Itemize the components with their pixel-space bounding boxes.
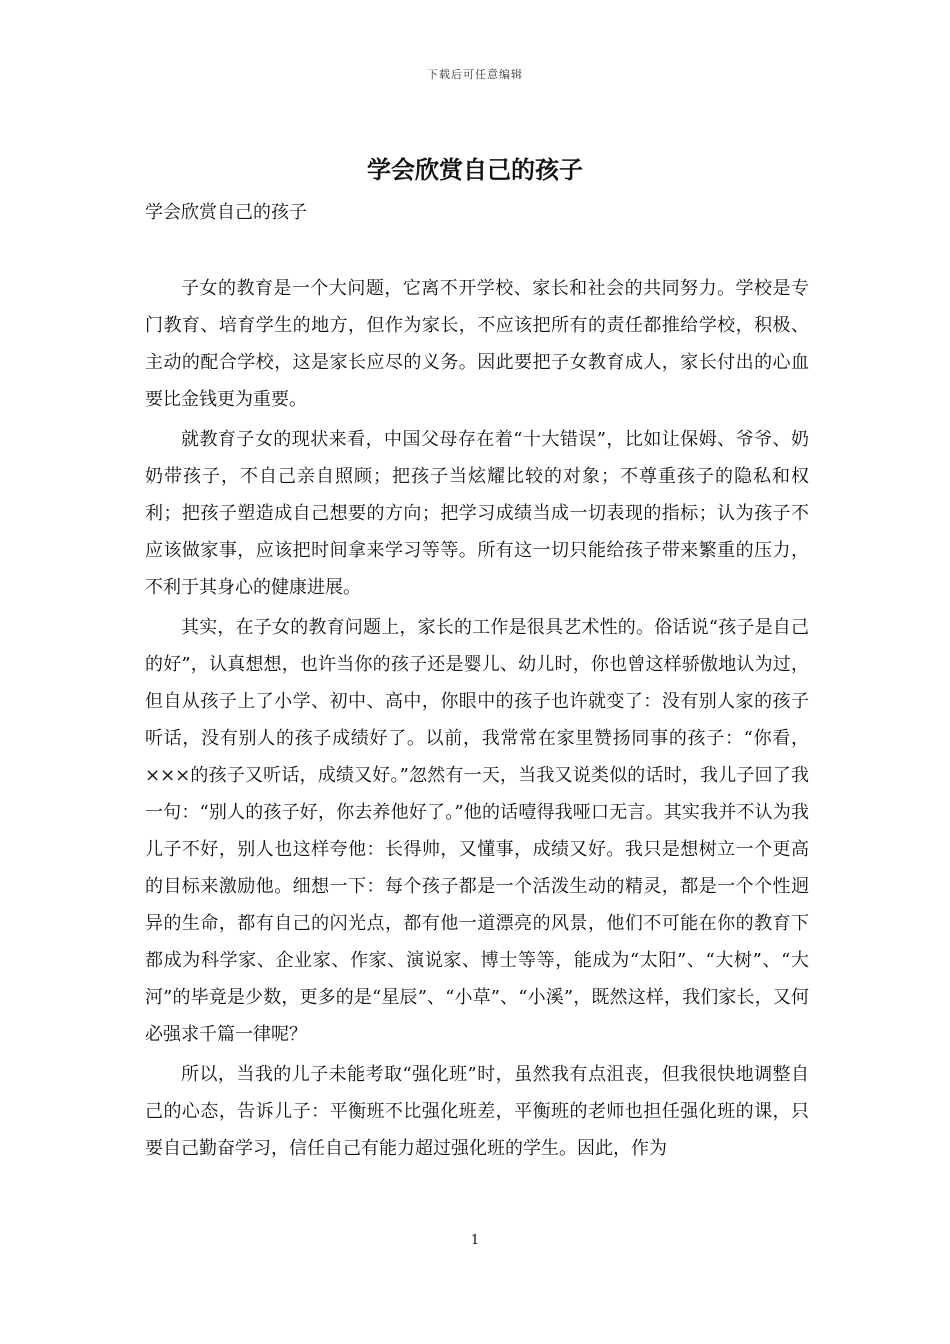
body-paragraph: 就教育子女的现状来看，中国父母存在着“十大错误”，比如让保姆、爷爷、奶奶带孩子，不自己亲自照顾；把孩子当炫耀比较的对象；不尊重孩子的隐私和权利；把孩子塑造成自己想要的方向；把学习成绩当成一切表现的指标；认为孩子不应该做家事，应该把时间拿来学习等等。所有这一切只能给孩子带来繁重的压力，不利于其身心的健康进展。 xyxy=(145,429,809,598)
page-header-note: 下载后可任意编辑 xyxy=(427,68,523,81)
body-paragraph: 子女的教育是一个大问题，它离不开学校、家长和社会的共同努力。学校是专门教育、培育学生的地方，但作为家长，不应该把所有的责任都推给学校，积极、主动的配合学校，这是家长应尽的义务。因此要把子女教育成人，家长付出的心血要比金钱更为重要。 xyxy=(145,278,809,410)
body-paragraph: 所以，当我的儿子未能考取“强化班”时，虽然我有点沮丧，但我很快地调整自己的心态，告诉儿子：平衡班不比强化班差，平衡班的老师也担任强化班的课，只要自己勤奋学习，信任自己有能力超过强化班的学生。因此，作为 xyxy=(145,1064,809,1159)
document-subtitle: 学会欣赏自己的孩子 xyxy=(145,202,307,223)
document-title: 学会欣赏自己的孩子 xyxy=(367,155,583,184)
document-body xyxy=(145,270,809,1170)
page-number: 1 xyxy=(470,1233,480,1248)
body-paragraph: 其实，在子女的教育问题上，家长的工作是很具艺术性的。俗话说“孩子是自己的好”，认真想想，也许当你的孩子还是婴儿、幼儿时，你也曾这样骄傲地认为过，但自从孩子上了小学、初中、高中，你眼中的孩子也许就变了：没有别人家的孩子听话，没有别人的孩子成绩好了。以前，我常常在家里赞扬同事的孩子：“你看，×××的孩子又听话，成绩又好。”忽然有一天，当我又说类似的话时，我儿子回了我一句：“别人的孩子好，你去养他好了。”他的话噎得我哑口无言。其实我并不认为我儿子不好，别人也这样夸他：长得帅，又懂事，成绩又好。我只是想树立一个更高的目标来激励他。细想一下：每个孩子都是一个活泼生动的精灵，都是一个个性迥异的生命，都有自己的闪光点，都有他一道漂亮的风景，他们不可能在你的教育下都成为科学家、企业家、作家、演说家、博士等等，能成为“太阳”、“大树”、“大河”的毕竟是少数，更多的是“星辰”、“小草”、“小溪”，既然这样，我们家长，又何必强求千篇一律呢？ xyxy=(145,617,809,1045)
